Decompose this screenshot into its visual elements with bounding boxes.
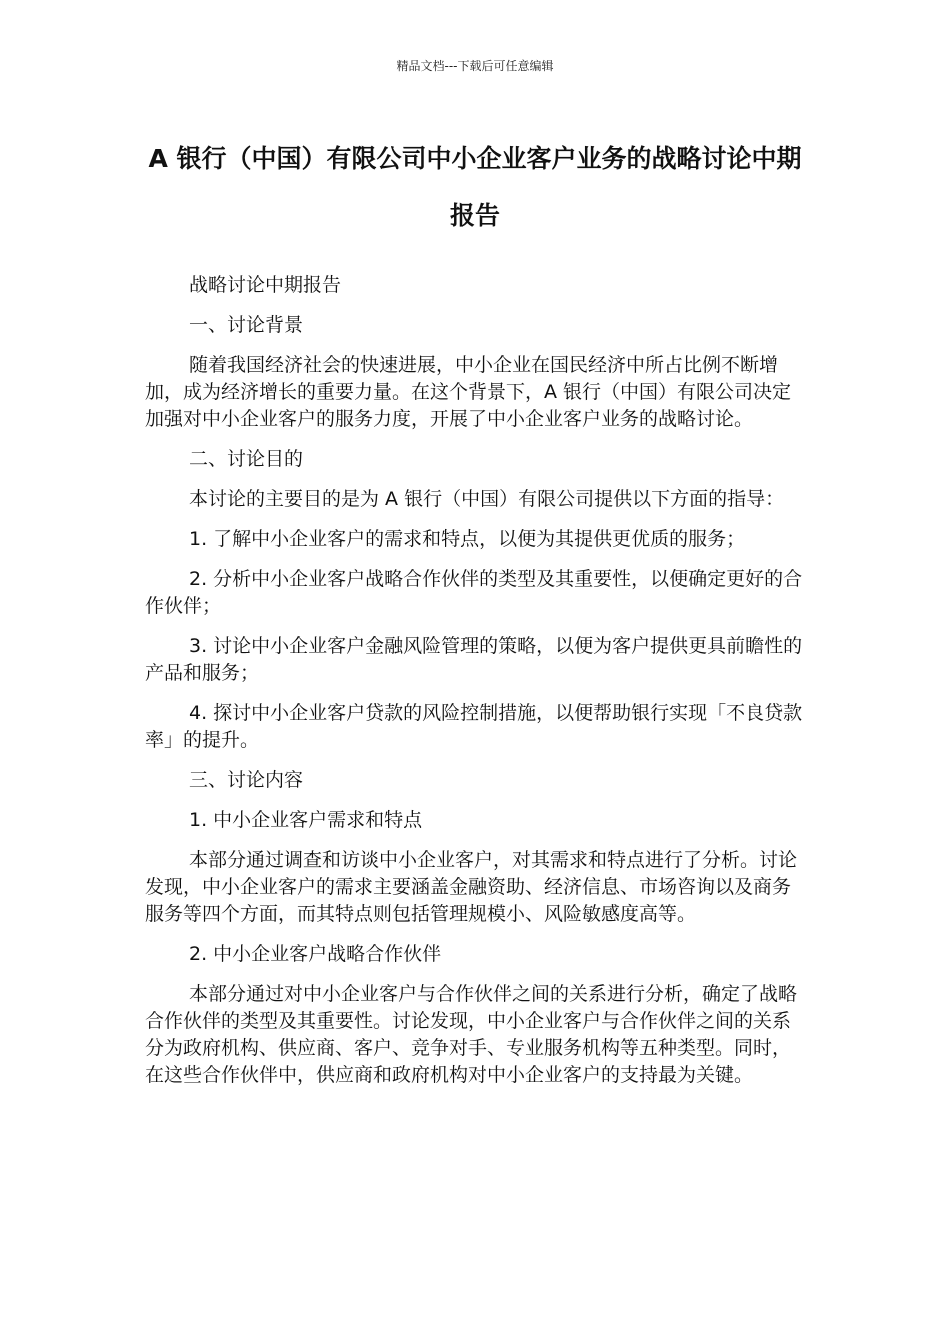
subheading-partners: 2. 中小企业客户战略合作伙伴 — [189, 943, 442, 965]
list-item-purpose-2: 2. 分析中小企业客户战略合作伙伴的类型及其重要性，以便确定更好的合作伙伴； — [145, 568, 803, 617]
section-heading-content: 三、讨论内容 — [189, 769, 304, 791]
paragraph-partners: 本部分通过对中小企业客户与合作伙伴之间的关系进行分析，确定了战略合作伙伴的类型及其重要性。讨论发现，中小企业客户与合作伙伴之间的关系分为政府机构、供应商、客户、竞争对手、专业服务机构等五种类型。同时，在这些合作伙伴中，供应商和政府机构对中小企业客户的支持最为关键。 — [145, 983, 798, 1086]
paragraph-purpose-intro: 本讨论的主要目的是为 A 银行（中国）有限公司提供以下方面的指导： — [189, 488, 785, 510]
section-heading-purpose: 二、讨论目的 — [189, 448, 304, 470]
document-title: A 银行（中国）有限公司中小企业客户业务的战略讨论中期报告 — [148, 144, 802, 230]
list-item-purpose-1: 1. 了解中小企业客户的需求和特点，以便为其提供更优质的服务； — [189, 528, 746, 550]
paragraph-subtitle: 战略讨论中期报告 — [189, 274, 342, 296]
section-heading-background: 一、讨论背景 — [189, 314, 304, 336]
paragraph-background: 随着我国经济社会的快速进展，中小企业在国民经济中所占比例不断增加，成为经济增长的重要力量。在这个背景下，A 银行（中国）有限公司决定加强对中小企业客户的服务力度，开展了中小企业客户业务的战略讨论。 — [145, 354, 792, 430]
list-item-purpose-4: 4. 探讨中小企业客户贷款的风险控制措施，以便帮助银行实现「不良贷款率」的提升。 — [145, 702, 803, 751]
document-body — [145, 272, 805, 1102]
paragraph-needs: 本部分通过调查和访谈中小企业客户，对其需求和特点进行了分析。讨论发现，中小企业客户的需求主要涵盖金融资助、经济信息、市场咨询以及商务服务等四个方面，而其特点则包括管理规模小、风险敏感度高等。 — [145, 849, 798, 925]
list-item-purpose-3: 3. 讨论中小企业客户金融风险管理的策略，以便为客户提供更具前瞻性的产品和服务； — [145, 635, 803, 684]
header-note: 精品文档---下载后可任意编辑 — [396, 59, 554, 73]
subheading-needs: 1. 中小企业客户需求和特点 — [189, 809, 423, 831]
